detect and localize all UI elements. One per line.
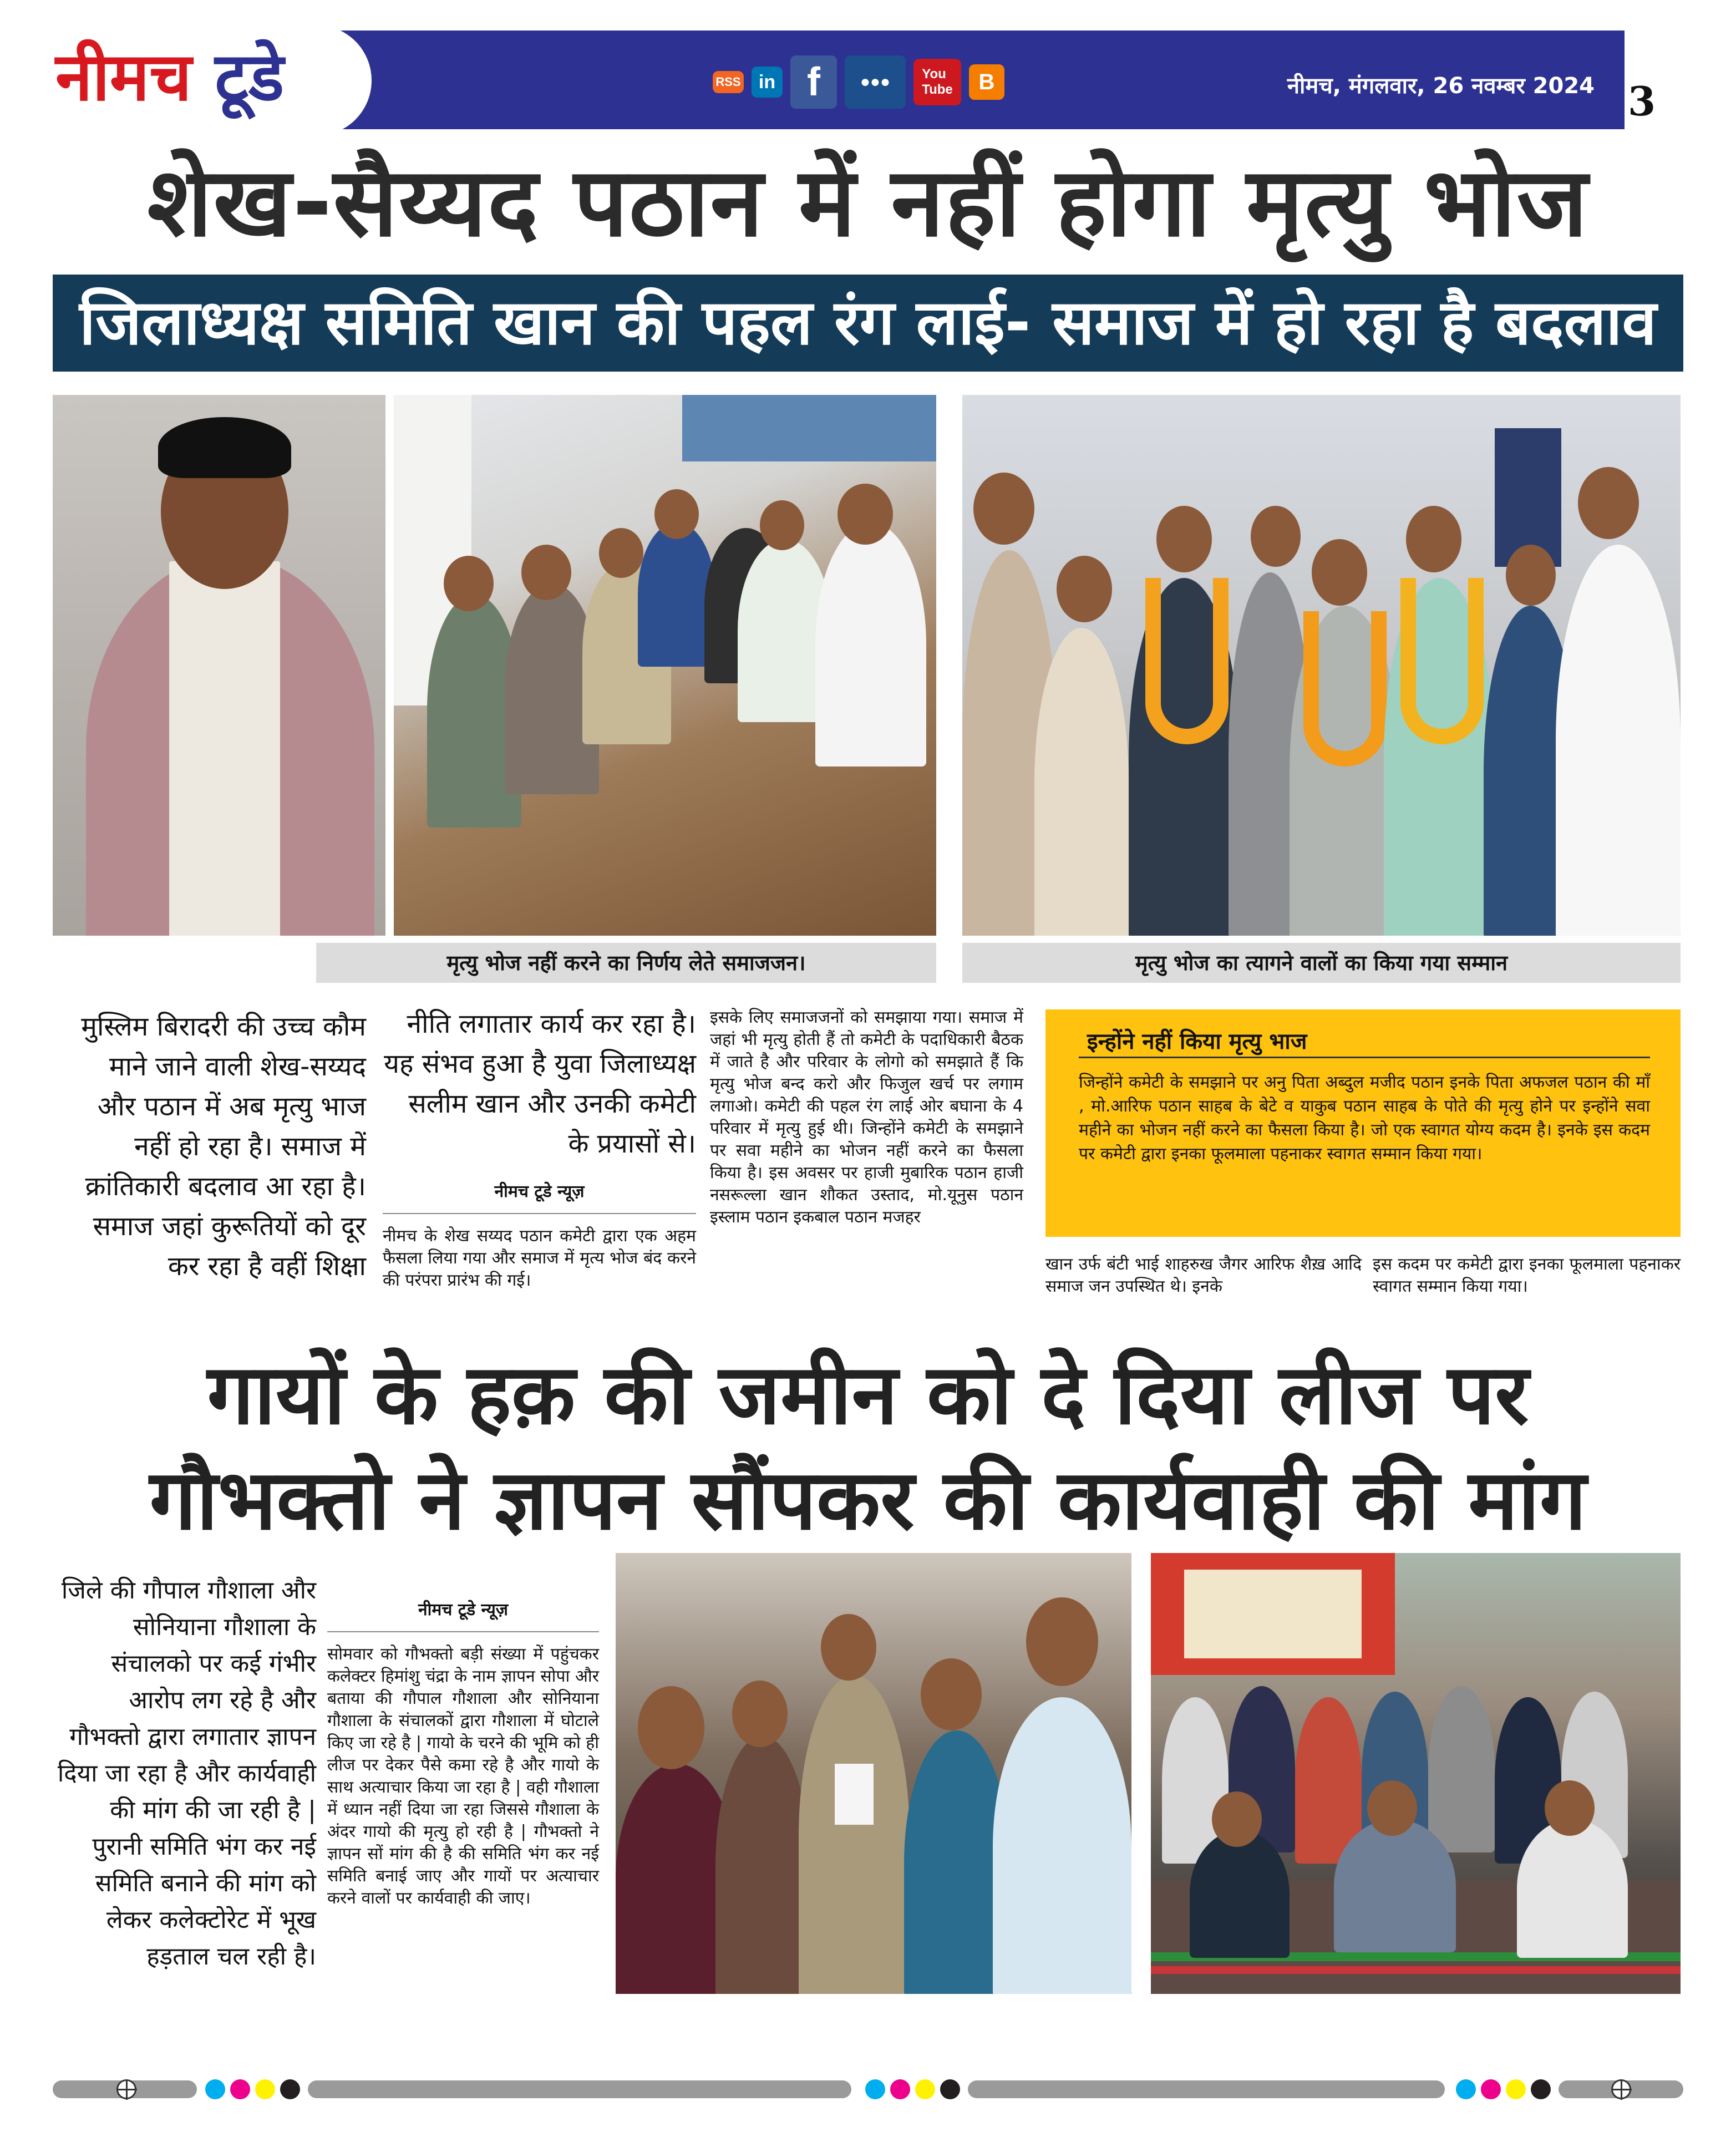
- byline-story2: नीमच टूडे न्यूज़: [418, 1600, 508, 1620]
- youtube-icon[interactable]: You Tube: [913, 59, 961, 105]
- reg-bar-3: [968, 2080, 1445, 2098]
- story1-column1: मुस्लिम बिरादरी की उच्च कौम माने जाने वाली शेख-सय्यद और पठान में अब मृत्यु भाज नहीं हो रहा है। समाज में क्रांतिकारी बदलाव आ रहा है। समाज जहां कुरूतियों को दूर कर रहा है वहीं शिक्षा: [81, 1011, 366, 1282]
- logo-part2: टूडे: [215, 39, 285, 116]
- dateline: नीमच, मंगलवार, 26 नवम्बर 2024: [1287, 73, 1595, 99]
- magenta-dot: [1481, 2079, 1501, 2099]
- myspace-icon[interactable]: ●●●: [845, 55, 906, 109]
- story1-column4: खान उर्फ बंटी भाई शाहरुख जैगर आरिफ शैख़ आदि समाज जन उपस्थित थे। इनके: [1045, 1255, 1362, 1296]
- info-box-text: जिन्होंने कमेटी के समझाने पर अनु पिता अब्दुल मजीद पठान इनके पिता अफजल पठान की माँ , मो.आरिफ पठान साहब के बेटे व याकुब पठान साहब के पोते की मृत्यु होने पर इन्होंने सवा महीने का भोजन नहीं करने का फैसला किया है। जो एक स्वागत योग्य कदम है। इनके इस कदम पर कमेटी द्वारा इनका फूलमाला पहनाकर स्वागत सम्मान किया गया।: [1079, 1073, 1650, 1164]
- yellow-dot: [915, 2079, 935, 2099]
- black-dot: [1531, 2079, 1551, 2099]
- blogger-icon[interactable]: B: [969, 64, 1004, 100]
- newspaper-logo[interactable]: [55, 39, 284, 116]
- registration-mark-icon: [1611, 2079, 1631, 2099]
- headline-story2-line1: गायों के हक़ की जमीन को दे दिया लीज पर: [207, 1347, 1529, 1443]
- photo-memorandum-submission: [616, 1553, 1131, 1994]
- story2-column2: [327, 1597, 599, 1910]
- black-dot: [280, 2079, 300, 2099]
- linkedin-icon[interactable]: in: [752, 67, 783, 98]
- portrait-photo: [53, 395, 385, 936]
- registration-mark-icon: [116, 2079, 136, 2099]
- reg-bar-2: [308, 2080, 851, 2098]
- caption-meeting-photo: मृत्यु भोज नहीं करने का निर्णय लेते समाजजन।: [316, 943, 936, 983]
- story1-column2: [383, 1004, 696, 1292]
- black-dot: [940, 2079, 960, 2099]
- logo-part1: नीमच: [55, 39, 192, 116]
- byline-rule: [383, 1213, 696, 1214]
- byline-story1: नीमच टूडे न्यूज़: [494, 1182, 585, 1201]
- story1-column5: इस कदम पर कमेटी द्वारा इनका फूलमाला पहनाकर स्वागत सम्मान किया गया।: [1373, 1255, 1681, 1296]
- story1-column2-lead: नीति लगातार कार्य कर रहा है। यह संभव हुआ है युवा जिलाध्यक्ष सलीम खान और उनकी कमेटी के प्रयासों से।: [384, 1008, 696, 1159]
- headline-story1: शेख-सैय्यद पठान में नहीं होगा मृत्यु भोज: [147, 146, 1589, 258]
- yellow-dot: [1506, 2079, 1526, 2099]
- photo-hunger-strike: [1151, 1553, 1681, 1994]
- info-box-rule: [1079, 1057, 1650, 1058]
- masthead-divider: [1622, 31, 1625, 129]
- cyan-dot: [205, 2079, 225, 2099]
- cyan-dot: [1456, 2079, 1476, 2099]
- facebook-icon[interactable]: f: [790, 55, 837, 109]
- story2-column2-body: सोमवार को गौभक्तो बड़ी संख्या में पहुंचकर कलेक्टर हिमांशु चंद्रा के नाम ज्ञापन सोपा और बताया की गौपाल गौशाला और सोनियाना गौशाला के संचालकों द्वारा गौशाला में घोटाले किए जा रहे है | गायो के चरने की भूमि को ही लीज पर देकर पैसे कमा रहे है और गायो के साथ अत्याचार किया जा रहा है | वही गौशाला में ध्यान नहीं दिया जा रहा जिससे गौशाला के अंदर गायो की मृत्यु हो रही है | गौभक्तो ने ज्ञापन सों मांग की है की समिति भंग कर नई समिति बनाई जाए और गायों पर अत्याचार करने वालों पर कार्यवाही की जाए।: [327, 1644, 599, 1908]
- social-icons: [713, 49, 1004, 115]
- byline-rule-story2: [327, 1631, 599, 1632]
- photo-honour-ceremony: [962, 395, 1681, 936]
- subheadline-story1: जिलाध्यक्ष समिति खान की पहल रंग लाई- समाज में हो रहा है बदलाव: [79, 287, 1657, 359]
- print-registration-bar: [53, 2077, 1683, 2102]
- page-number: 3: [1628, 78, 1656, 125]
- headline-story2-line2: गौभक्तो ने ज्ञापन सौंपकर की कार्यवाही की मांग: [149, 1452, 1587, 1549]
- yellow-dot: [255, 2079, 275, 2099]
- caption-ceremony-photo: मृत्यु भोज का त्यागने वालों का किया गया सम्मान: [962, 943, 1681, 983]
- photo-community-meeting: [394, 395, 936, 936]
- story1-column3: इसके लिए समाजजनों को समझाया गया। समाज में जहां भी मृत्यु होती हैं तो कमेटी के पदाधिकारी बैठक में जाते है और परिवार के लोगो को समझाते हैं कि मृत्यु भोज बन्द करो और फिजुल खर्च पर लगाम लगाओ। कमेटी की पहल रंग लाई ओर बघाना के 4 परिवार में मृत्यु हुई थी। जिन्होंने कमेटी के समझाने पर सवा महीने का भोजन नहीं करने का फैसला किया है। इस अवसर पर हाजी मुबारिक पठान हाजी नसरूल्ला खान शौकत उस्ताद, मो.यूनुस पठान इस्लाम पठान इकबाल पठान मजहर: [710, 1008, 1023, 1227]
- info-box-title: इन्होंने नहीं किया मृत्यु भाज: [1087, 1029, 1307, 1054]
- story1-column2-body: नीमच के शेख सय्यद पठान कमेटी द्वारा एक अहम फैसला लिया गया और समाज में मृत्य भोज बंद करने की परंपरा प्रारंभ की गई।: [383, 1226, 696, 1290]
- rss-icon[interactable]: RSS: [713, 71, 744, 93]
- story2-column1: जिले की गौपाल गौशाला और सोनियाना गौशाला के संचालको पर कई गंभीर आरोप लग रहे है और गौभक्तो द्वारा लगातार ज्ञापन दिया जा रहा है और कार्यवाही की मांग की जा रही है | पुरानी समिति भंग कर नई समिति बनाने की मांग को लेकर कलेक्टोरेट में भूख हड़ताल चल रही है।: [57, 1576, 316, 1971]
- magenta-dot: [230, 2079, 250, 2099]
